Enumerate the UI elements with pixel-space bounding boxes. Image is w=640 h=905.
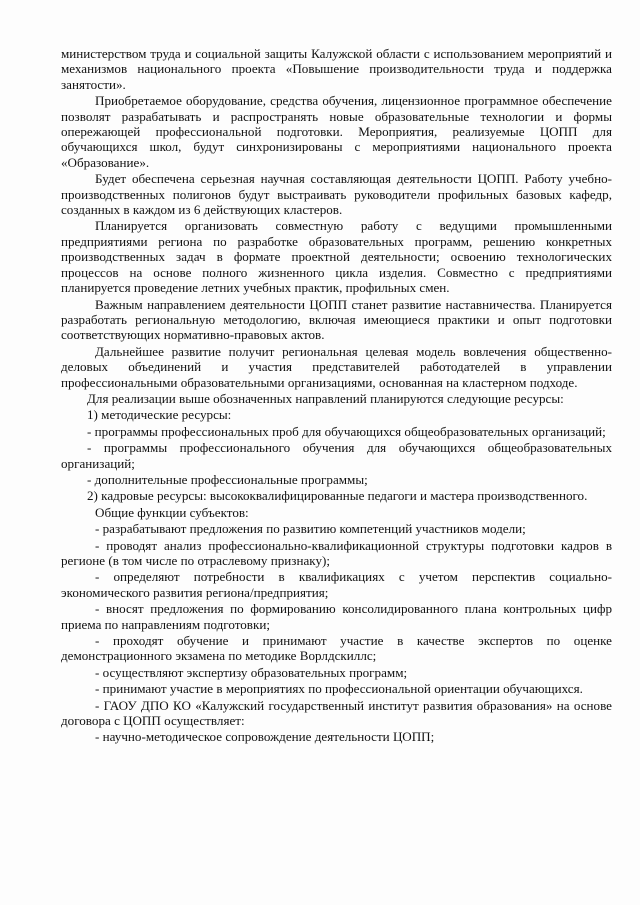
paragraph-science: Будет обеспечена серьезная научная составляющая деятельности ЦОПП. Работу учебно-производственных полигонов будут выстраивать руководители профильных базовых кафедр, созданных в каждом из 6 действующих кластеров.	[61, 171, 612, 218]
list-item-worldskills-experts: - проходят обучение и принимают участие в качестве экспертов по оценке демонстрационного экзамена по методике Ворлдскиллс;	[61, 633, 612, 664]
list-item-career-guidance: - принимают участие в мероприятиях по профессиональной ориентации обучающихся.	[95, 681, 583, 697]
paragraph-common-functions: Общие функции субъектов:	[95, 504, 249, 520]
list-item-kgiro-contract: - ГАОУ ДПО КО «Калужский государственный институт развития образования» на основе договора с ЦОПП осуществляет:	[61, 697, 612, 729]
list-item-competence-proposals: - разрабатывают предложения по развитию компетенций участников модели;	[95, 521, 526, 537]
list-heading-staff-resources: 2) кадровые ресурсы: высококвалифицированные педагоги и мастера производственного.	[87, 488, 588, 504]
list-item-methodical-support: - научно-методическое сопровождение деятельности ЦОПП;	[95, 729, 435, 745]
paragraph-resources-intro: Для реализации выше обозначенных направлений планируются следующие ресурсы:	[87, 390, 564, 406]
list-item-additional-programs: - дополнительные профессиональные программы;	[87, 471, 368, 487]
document-body	[61, 46, 612, 745]
list-item-qualification-needs: - определяют потребности в квалификациях с учетом перспектив социально-экономического развития региона/предприятия;	[61, 569, 612, 600]
list-item-training-programs: - программы профессионального обучения для обучающихся общеобразовательных организаций;	[61, 440, 612, 471]
paragraph-equipment: Приобретаемое оборудование, средства обучения, лицензионное программное обеспечение позволят разрабатывать и распространять новые образовательные технологии и формы опережающей профессиональной подготовки. Мероприятия, реализуемые ЦОПП для обучающихся школ, будут синхронизированы с мероприятиями национального проекта «Образование».	[61, 93, 612, 170]
paragraph-mentoring: Важным направлением деятельности ЦОПП станет развитие наставничества. Планируется разработать региональную методологию, включая имеющиеся практики и опыт подготовки соответствующих нормативно-правовых актов.	[61, 296, 612, 343]
list-item-admission-plan: - вносят предложения по формированию консолидированного плана контрольных цифр приема по направлениям подготовки;	[61, 601, 612, 632]
paragraph-ministry-continuation: министерством труда и социальной защиты Калужской области с использованием мероприятий и механизмов национального проекта «Повышение производительности труда и поддержка занятости».	[61, 46, 612, 92]
paragraph-target-model: Дальнейшее развитие получит региональная целевая модель вовлечения общественно-деловых объединений и участия представителей работодателей в управлении профессиональными образовательными организациями, основанная на кластерном подходе.	[61, 343, 612, 390]
paragraph-cooperation: Планируется организовать совместную работу с ведущими промышленными предприятиями региона по разработке образовательных программ, решению конкретных производственных задач в формате проектной деятельности; освоению технологических процессов на основе полного жизненного цикла изделия. Совместно с предприятиями планируется проведение летних учебных практик, профильных смен.	[61, 218, 612, 296]
list-item-structure-analysis: - проводят анализ профессионально-квалификационной структуры подготовки кадров в регионе (в том числе по отраслевому признаку);	[61, 537, 612, 568]
list-item-trial-programs: - программы профессиональных проб для обучающихся общеобразовательных организаций;	[87, 423, 606, 439]
list-item-program-expertise: - осуществляют экспертизу образовательных программ;	[95, 664, 408, 680]
list-heading-methodical-resources: 1) методические ресурсы:	[87, 407, 232, 423]
